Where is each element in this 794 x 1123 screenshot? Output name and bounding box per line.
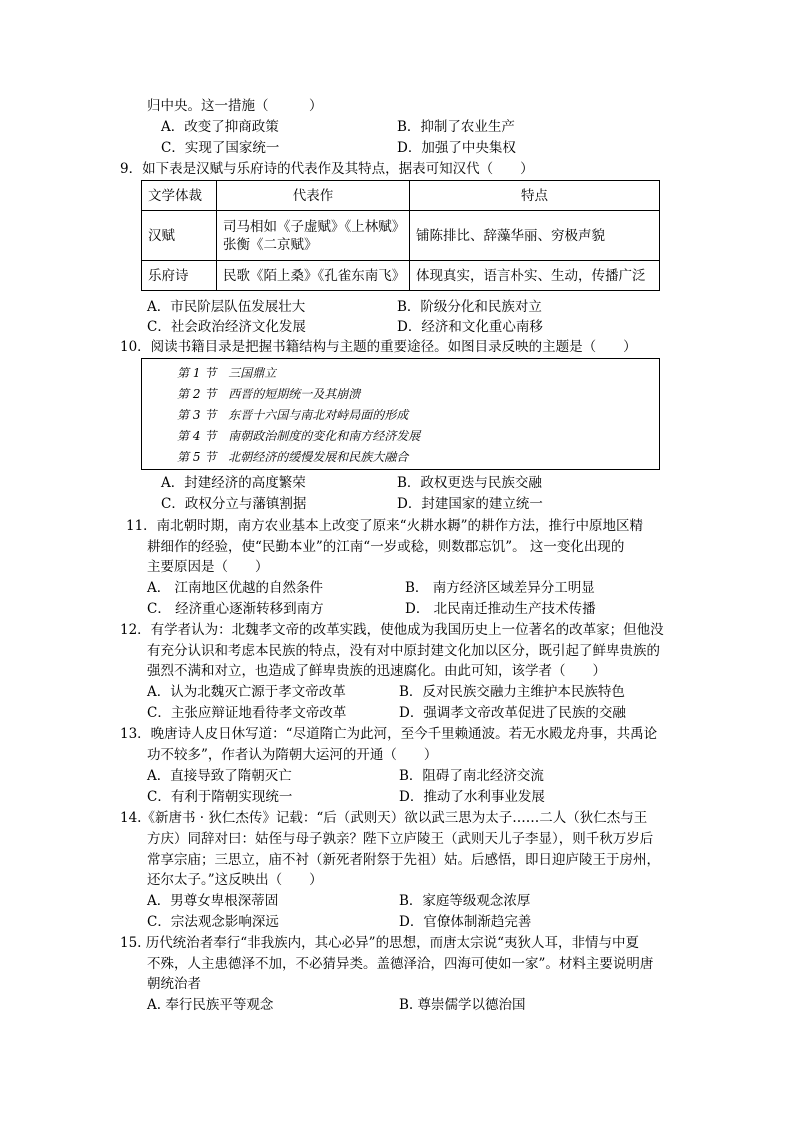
q9-option-a[interactable]: A．市民阶层队伍发展壮大 <box>147 299 306 315</box>
table-cell: 铺陈排比、辞藻华丽、穷极声貌 <box>410 211 660 261</box>
q12-stem-line: 有充分认识和考虑本民族的特点，没有对中原封建文化加以区分，既引起了鲜卑贵族的 <box>147 643 660 659</box>
q13-option-c[interactable]: C．有利于隋朝实现统一 <box>147 789 293 805</box>
q12-stem-line: 强烈不满和对立，也造成了鲜卑贵族的迅速腐化。由此可知，该学者（ ） <box>147 663 606 679</box>
table-cell: 体现真实，语言朴实、生动，传播广泛 <box>410 261 660 291</box>
q11-stem-line: 耕细作的经验，使“民勤本业”的江南“一岁或稔，则数郡忘饥”。 这一变化出现的 <box>147 539 625 555</box>
q13-stem-line: 功不较多”，作者认为隋朝大运河的开通（ ） <box>147 747 438 763</box>
table-header: 代表作 <box>217 181 410 211</box>
toc-item: 第 3 节 东晋十六国与南北对峙局面的形成 <box>177 408 409 422</box>
q14-option-d[interactable]: D．官僚体制渐趋完善 <box>399 914 532 930</box>
q14-option-a[interactable]: A．男尊女卑根深蒂固 <box>147 893 279 909</box>
q10-option-d[interactable]: D．封建国家的建立统一 <box>397 496 543 512</box>
q8-option-d[interactable]: D．加强了中央集权 <box>397 140 516 156</box>
table-cell: 乐府诗 <box>142 261 217 291</box>
q14-stem-line: 还尔太子。”这反映出（ ） <box>147 872 323 888</box>
toc-item: 第 4 节 南朝政治制度的变化和南方经济发展 <box>177 429 421 443</box>
q9-table <box>141 180 660 291</box>
q10-option-c[interactable]: C．政权分立与藩镇割据 <box>161 496 307 512</box>
q14-option-b[interactable]: B．家庭等级观念浓厚 <box>399 893 531 909</box>
toc-item: 第 1 节 三国鼎立 <box>177 366 277 380</box>
q11-option-c[interactable]: C． 经济重心逐渐转移到南方 <box>147 601 324 617</box>
q15-stem-line: 朝统治者 <box>147 976 201 992</box>
q8-stem: 归中央。这一措施（ ） <box>147 98 323 114</box>
q10-option-b[interactable]: B．政权更迭与民族交融 <box>397 475 542 491</box>
q15-option-a[interactable]: A. 奉行民族平等观念 <box>147 997 274 1013</box>
q9-option-b[interactable]: B．阶级分化和民族对立 <box>397 299 542 315</box>
table-header: 特点 <box>410 181 660 211</box>
q8-option-b[interactable]: B．抑制了农业生产 <box>397 119 515 135</box>
q15-stem-line: 15. 历代统治者奉行“非我族内，其心必异”的思想，而唐太宗说“夷狄人耳，非情与中夏 <box>120 935 639 951</box>
q12-option-c[interactable]: C．主张应辩证地看待孝文帝改革 <box>147 705 347 721</box>
q10-stem: 10．阅读书籍目录是把握书籍结构与主题的重要途径。如图目录反映的主题是（ ） <box>120 339 637 355</box>
q14-stem-line: 常享宗庙；三思立，庙不衬（新死者附祭于先祖）姑。后感悟，即日迎庐陵王于房州， <box>147 852 660 868</box>
q11-option-d[interactable]: D． 北民南迁推动生产技术传播 <box>405 601 596 617</box>
q14-stem-line: 14.《新唐书 · 狄仁杰传》记载：“后（武则天）欲以武三思为太子……二人（狄仁杰与王 <box>120 810 648 826</box>
table-cell-line: 司马相如《子虚赋》《上林赋》 <box>223 218 406 235</box>
q10-toc-box <box>141 358 660 470</box>
q13-stem-line: 13．晚唐诗人皮日休写道：“尽道隋亡为此河，至今千里赖通波。若无水殿龙舟事，共禹论 <box>120 726 658 742</box>
table-cell-line: 张衡《二京赋》 <box>223 236 318 253</box>
table-header: 文学体裁 <box>142 181 217 211</box>
q15-stem-line: 不殊，人主患德泽不加，不必猜异类。盖德泽洽，四海可使如一家”。材料主要说明唐 <box>147 956 654 972</box>
table-cell <box>217 211 410 261</box>
q8-option-c[interactable]: C．实现了国家统一 <box>161 140 280 156</box>
q14-option-c[interactable]: C．宗法观念影响深远 <box>147 914 279 930</box>
q12-stem-line: 12．有学者认为：北魏孝文帝的改革实践，使他成为我国历史上一位著名的改革家；但他没 <box>120 622 664 638</box>
q12-option-a[interactable]: A．认为北魏灭亡源于孝文帝改革 <box>147 684 346 700</box>
q14-stem-line: 方庆）同辞对曰：姑侄与母子孰亲？陛下立庐陵王（武则天儿子李显），则千秋万岁后 <box>147 831 654 847</box>
q11-option-a[interactable]: A． 江南地区优越的自然条件 <box>147 580 324 596</box>
toc-item: 第 5 节 北朝经济的缓慢发展和民族大融合 <box>177 450 409 464</box>
q11-option-b[interactable]: B． 南方经济区域差异分工明显 <box>405 580 595 596</box>
table-cell: 民歌《陌上桑》《孔雀东南飞》 <box>217 261 410 291</box>
q9-option-d[interactable]: D．经济和文化重心南移 <box>397 319 543 335</box>
q10-option-a[interactable]: A．封建经济的高度繁荣 <box>161 475 306 491</box>
table-cell: 汉赋 <box>142 211 217 261</box>
q11-stem-line: 11．南北朝时期，南方农业基本上改变了原来“火耕水耨”的耕作方法，推行中原地区精 <box>126 518 643 534</box>
q13-option-b[interactable]: B．阻碍了南北经济交流 <box>399 768 544 784</box>
toc-item: 第 2 节 西晋的短期统一及其崩溃 <box>177 387 361 401</box>
q9-option-c[interactable]: C．社会政治经济文化发展 <box>147 319 306 335</box>
q11-stem-line: 主要原因是（ ） <box>147 559 269 575</box>
q13-option-a[interactable]: A．直接导致了隋朝灭亡 <box>147 768 292 784</box>
q12-option-b[interactable]: B．反对民族交融力主维护本民族特色 <box>399 684 625 700</box>
q8-option-a[interactable]: A．改变了抑商政策 <box>161 119 279 135</box>
q13-option-d[interactable]: D．推动了水利事业发展 <box>399 789 545 805</box>
q12-option-d[interactable]: D．强调孝文帝改革促进了民族的交融 <box>399 705 626 721</box>
q9-stem: 9．如下表是汉赋与乐府诗的代表作及其特点，据表可知汉代（ ） <box>120 161 534 177</box>
q15-option-b[interactable]: B. 尊崇儒学以德治国 <box>399 997 526 1013</box>
